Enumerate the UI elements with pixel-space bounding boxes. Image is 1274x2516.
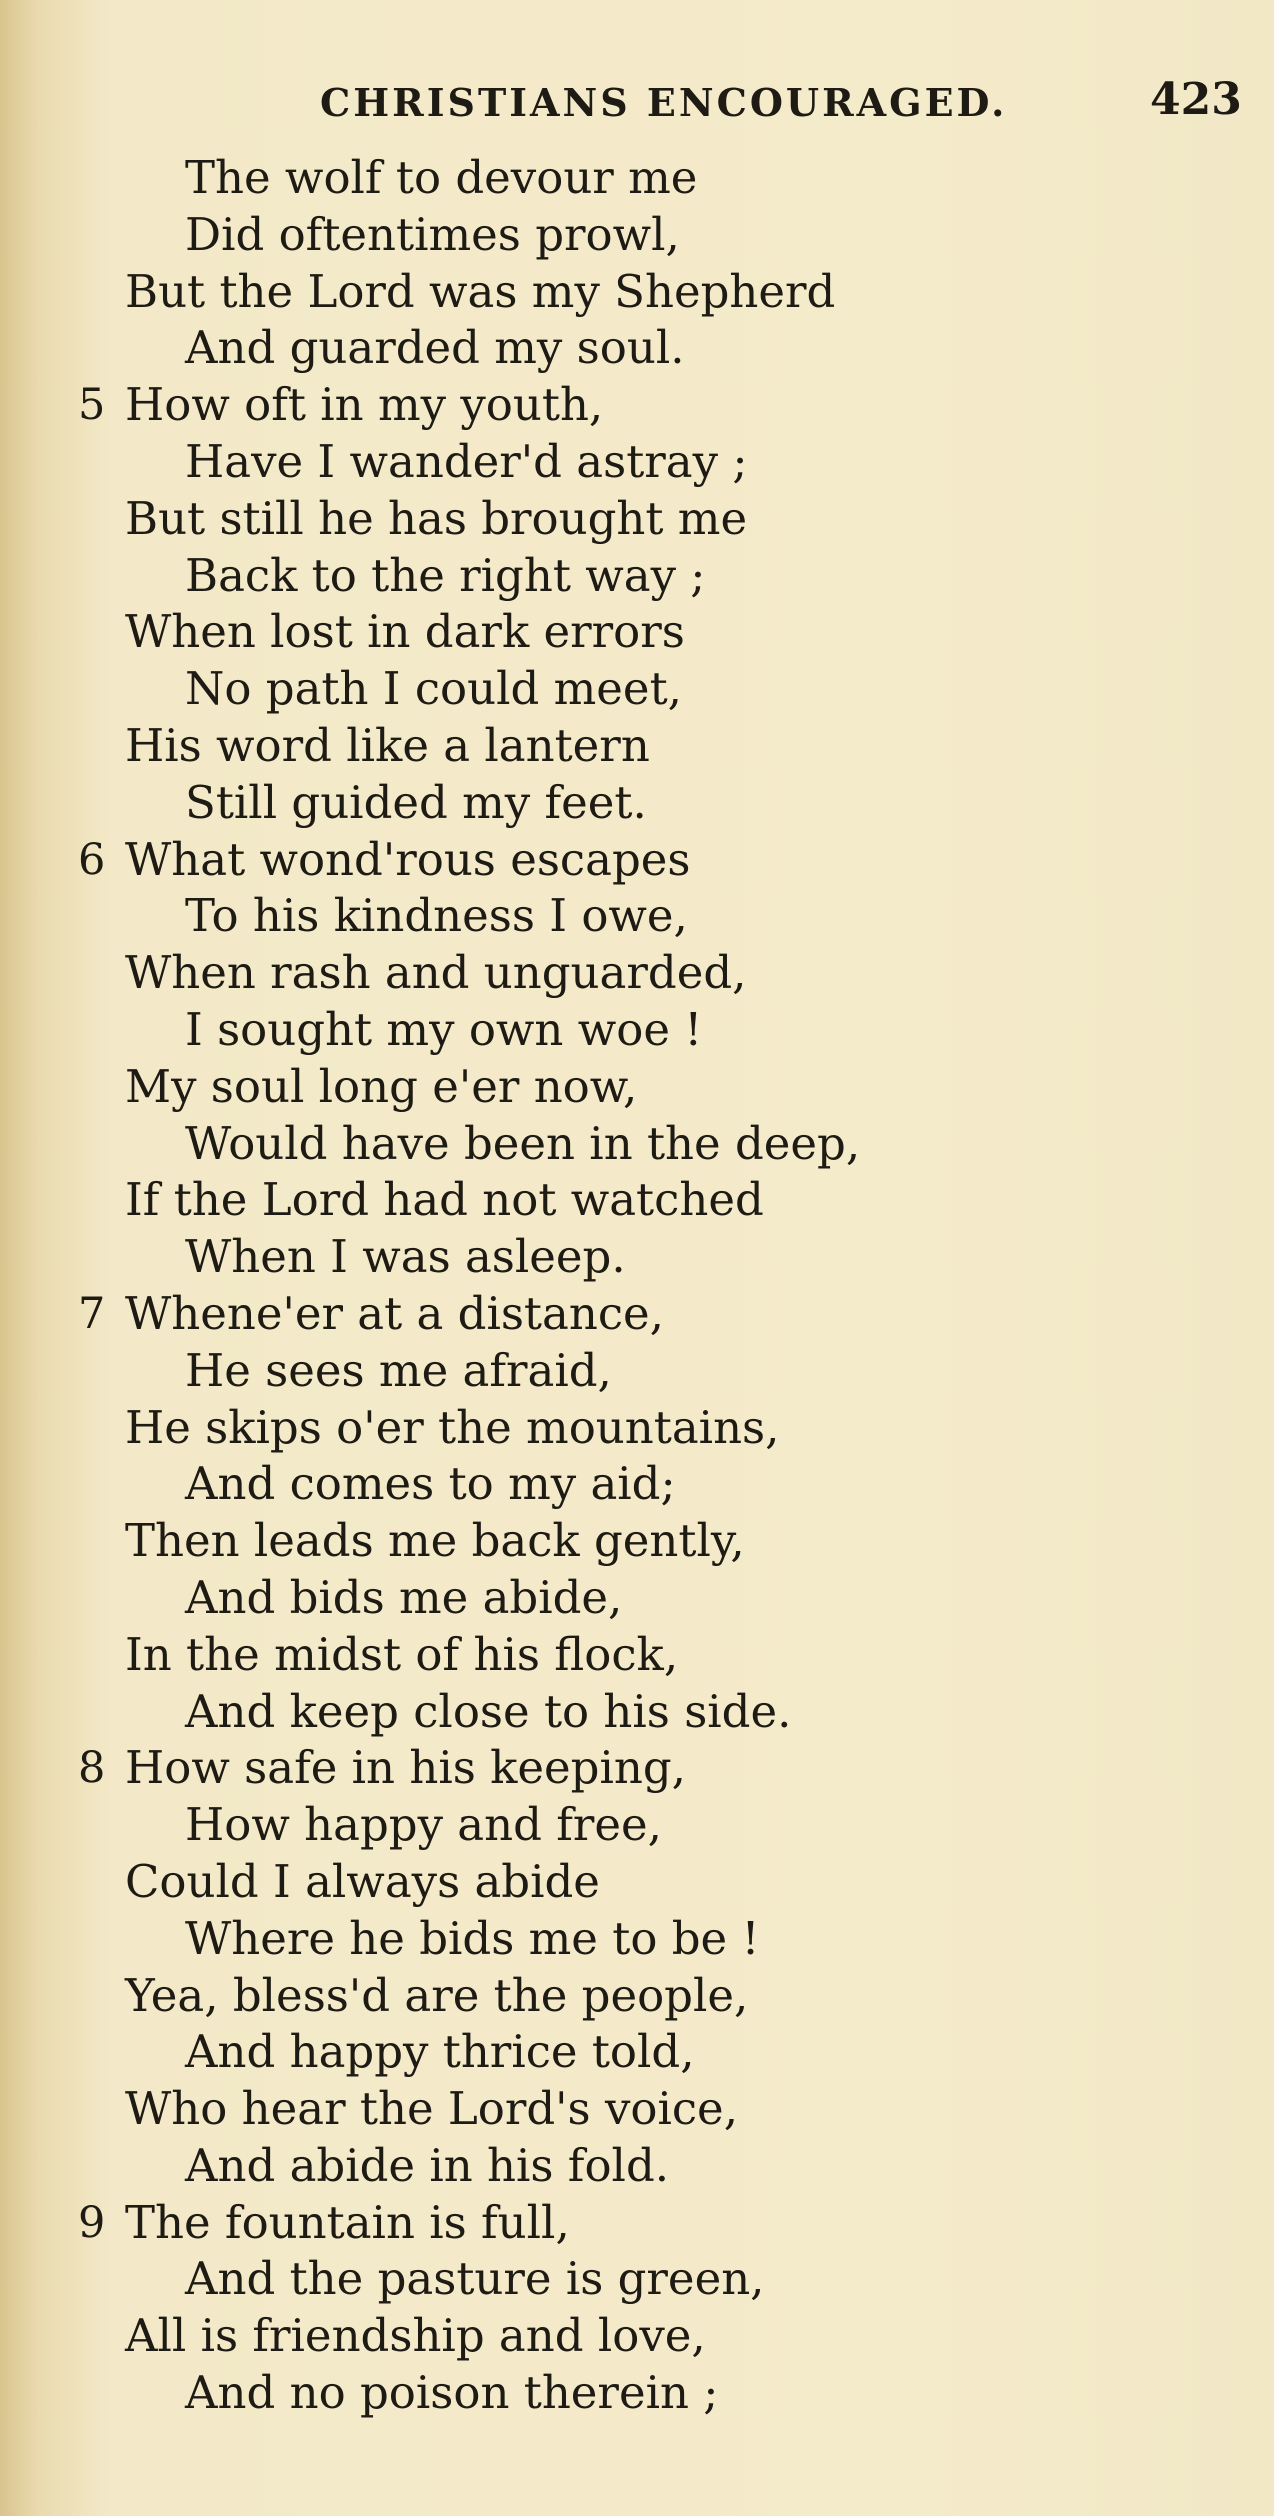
line-text: Still guided my feet. [185, 775, 647, 829]
running-title: CHRISTIANS ENCOURAGED. [320, 80, 1008, 125]
hymn-line [0, 775, 1274, 832]
hymn-line [0, 2024, 1274, 2081]
line-text: If the Lord had not watched [125, 1173, 764, 1227]
line-text: No path I could meet, [185, 662, 682, 716]
line-text: The wolf to devour me [185, 151, 698, 204]
line-text: When rash and unguarded, [125, 946, 747, 1000]
hymn-line [0, 264, 1274, 321]
hymn-line [0, 1229, 1274, 1286]
line-text: And keep close to his side. [185, 1684, 792, 1738]
page-header [0, 62, 1274, 132]
hymn-line [0, 1456, 1274, 1513]
line-text: And guarded my soul. [185, 321, 685, 375]
hymn-line [0, 491, 1274, 548]
line-text: Back to the right way ; [185, 548, 706, 602]
line-text: Where he bids me to be ! [185, 1911, 760, 1965]
line-text: When I was asleep. [185, 1230, 626, 1284]
hymn-line [0, 1513, 1274, 1570]
line-text: How happy and free, [185, 1798, 662, 1852]
hymn-line [0, 377, 1274, 434]
line-text: In the midst of his flock, [125, 1627, 679, 1681]
verse-number: 5 [78, 380, 106, 431]
line-text: All is friendship and love, [125, 2309, 706, 2363]
line-text: Yea, bless'd are the people, [125, 1968, 749, 2022]
hymn-line [0, 888, 1274, 945]
hymn-line [0, 1059, 1274, 1116]
hymn-line [0, 207, 1274, 264]
line-text: I sought my own woe ! [185, 1002, 703, 1056]
hymn-line [0, 1002, 1274, 1059]
line-text: And comes to my aid; [185, 1457, 676, 1511]
hymn-line [0, 1627, 1274, 1684]
hymn-line [0, 832, 1274, 889]
line-text: Could I always abide [125, 1854, 600, 1908]
hymn-line [0, 604, 1274, 661]
page-number: 423 [1150, 74, 1242, 125]
hymn-line [0, 1172, 1274, 1229]
hymn-line [0, 1911, 1274, 1968]
hymn-line [0, 1343, 1274, 1400]
verse-number: 6 [78, 834, 106, 885]
line-text: To his kindness I owe, [185, 889, 688, 943]
line-text: And happy thrice told, [185, 2025, 695, 2079]
hymn-line [0, 1570, 1274, 1627]
line-text: But the Lord was my Shepherd [125, 264, 836, 318]
line-text: And bids me abide, [185, 1570, 623, 1624]
line-text: Did oftentimes prowl, [185, 207, 680, 261]
line-text: Then leads me back gently, [125, 1514, 745, 1568]
hymn-line [0, 661, 1274, 718]
hymn-line [0, 2308, 1274, 2365]
hymn-line [0, 2138, 1274, 2195]
line-text: When lost in dark errors [125, 605, 685, 659]
line-text: And the pasture is green, [185, 2252, 765, 2306]
hymn-line [0, 1797, 1274, 1854]
line-text: He skips o'er the mountains, [125, 1400, 780, 1454]
hymn-text [0, 150, 1274, 2422]
line-text: How safe in his keeping, [125, 1741, 686, 1795]
line-text: But still he has brought me [125, 491, 748, 545]
hymn-line [0, 2195, 1274, 2252]
verse-number: 7 [78, 1288, 106, 1339]
hymn-line [0, 1286, 1274, 1343]
line-text: And abide in his fold. [185, 2138, 670, 2192]
hymn-line [0, 945, 1274, 1002]
hymn-line [0, 150, 1274, 207]
line-text: What wond'rous escapes [125, 832, 691, 886]
hymn-line [0, 1968, 1274, 2025]
hymn-line [0, 2251, 1274, 2308]
hymn-line [0, 2081, 1274, 2138]
hymn-line [0, 434, 1274, 491]
hymn-line [0, 1116, 1274, 1173]
line-text: And no poison therein ; [185, 2366, 719, 2420]
hymn-line [0, 1684, 1274, 1741]
hymn-line [0, 2365, 1274, 2422]
hymn-line [0, 548, 1274, 605]
verse-number: 8 [78, 1743, 106, 1794]
line-text: Who hear the Lord's voice, [125, 2082, 738, 2136]
hymn-line [0, 320, 1274, 377]
line-text: How oft in my youth, [125, 378, 604, 432]
hymn-line [0, 1740, 1274, 1797]
line-text: Whene'er at a distance, [125, 1286, 664, 1340]
verse-number: 9 [78, 2197, 106, 2248]
line-text: He sees me afraid, [185, 1343, 612, 1397]
line-text: The fountain is full, [125, 2195, 570, 2249]
line-text: His word like a lantern [125, 718, 650, 772]
hymn-line [0, 1854, 1274, 1911]
hymn-line [0, 718, 1274, 775]
hymn-line [0, 1400, 1274, 1457]
line-text: Have I wander'd astray ; [185, 434, 748, 488]
line-text: Would have been in the deep, [185, 1116, 861, 1170]
line-text: My soul long e'er now, [125, 1059, 638, 1113]
